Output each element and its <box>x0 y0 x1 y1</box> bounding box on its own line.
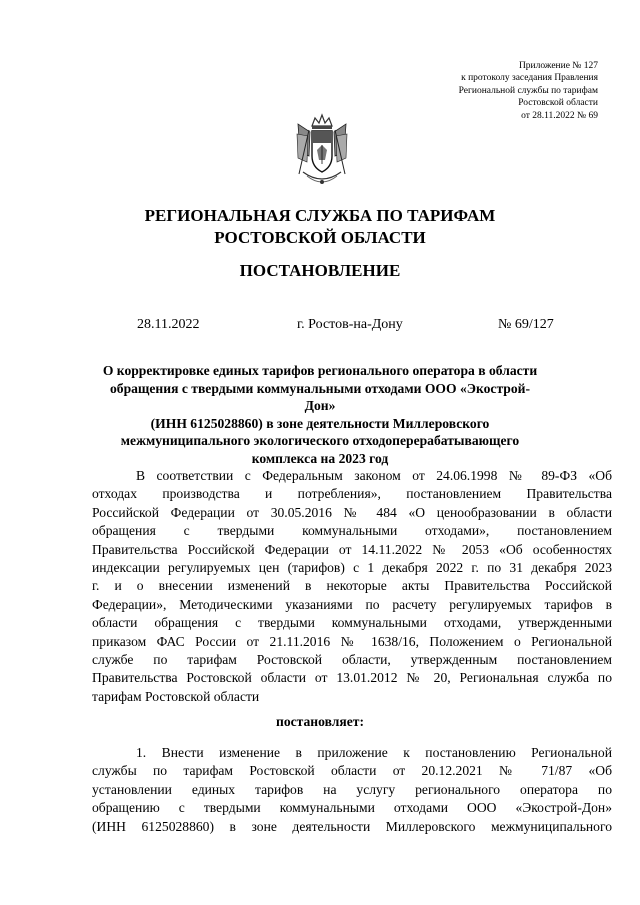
preamble-paragraph <box>92 467 612 706</box>
paragraph-line: (ИНН 6125028860) в зоне деятельности Миллеровского межмуниципального <box>92 818 612 834</box>
annex-line: Ростовской области <box>518 98 598 109</box>
rostov-coat-of-arms-icon <box>295 112 349 190</box>
paragraph-line: обращения с твердыми коммунальными отходами», постановлением <box>92 523 612 539</box>
paragraph-line: г. и о внесении изменений в некоторые акты Правительства Российской <box>92 578 612 594</box>
paragraph-line: отходах производства и потребления», постановлением Правительства <box>92 486 612 502</box>
paragraph-line: индексации регулируемых цен (тарифов) с 1 декабря 2022 г. по 31 декабря 2023 <box>92 560 612 576</box>
document-city: г. Ростов-на-Дону <box>297 317 403 332</box>
subject-line: (ИНН 6125028860) в зоне деятельности Миллеровского <box>150 415 490 431</box>
paragraph-line: Российской Федерации от 30.05.2016 № 484 «О ценообразовании в области <box>92 504 612 520</box>
agency-name-line: РОСТОВСКОЙ ОБЛАСТИ <box>214 228 426 247</box>
clause-1 <box>92 744 612 836</box>
agency-name <box>0 205 640 249</box>
document-date: 28.11.2022 <box>137 317 200 332</box>
paragraph-line: области обращения с твердыми коммунальными отходами, утвержденными <box>92 615 612 631</box>
paragraph-line: приказом ФАС России от 21.11.2016 № 1638/16, Положением о Региональной <box>92 633 612 649</box>
document-number: № 69/127 <box>498 317 554 332</box>
document-subject <box>100 362 540 467</box>
annex-line: от 28.11.2022 № 69 <box>521 110 598 121</box>
subject-line: О корректировке единых тарифов регионального оператора в области <box>102 363 538 378</box>
annex-line: Приложение № 127 <box>518 61 598 71</box>
paragraph-line: Правительства Российской Федерации от 14.11.2022 № 2053 «Об особенностях <box>92 541 612 557</box>
paragraph-line: Правительства Ростовской области от 13.01.2012 № 20, Региональная служба по <box>92 670 612 686</box>
annex-line: Региональной службы по тарифам <box>458 85 598 96</box>
paragraph-line: Федерации», Методическими указаниями по расчету регулируемых тарифов в <box>92 596 612 612</box>
paragraph-line: тарифам Ростовской области <box>92 688 260 704</box>
paragraph-line: установлении единых тарифов на услугу регионального оператора по <box>92 781 612 797</box>
agency-name-line: РЕГИОНАЛЬНАЯ СЛУЖБА ПО ТАРИФАМ <box>144 206 496 225</box>
document-type: ПОСТАНОВЛЕНИЕ <box>239 261 401 280</box>
subject-line: комплекса на 2023 год <box>251 450 389 466</box>
paragraph-line: В соответствии с Федеральным законом от 24.06.1998 № 89-ФЗ «Об <box>136 468 612 483</box>
subject-line: обращения с твердыми коммунальными отходами ООО «Экострой-Дон» <box>109 380 531 413</box>
annex-note <box>459 60 598 122</box>
paragraph-line: службы по тарифам Ростовской области от 20.12.2021 № 71/87 «Об <box>92 763 612 779</box>
annex-line: к протоколу заседания Правления <box>461 73 598 84</box>
subject-line: межмуниципального экологического отходоперерабатывающего <box>120 433 520 448</box>
paragraph-line: обращению с твердыми коммунальными отходами ООО «Экострой-Дон» <box>92 800 612 816</box>
paragraph-line: 1. Внести изменение в приложение к постановлению Региональной <box>136 745 612 760</box>
paragraph-line: службе по тарифам Ростовской области, утвержденным постановлением <box>92 652 612 668</box>
decree-word: постановляет: <box>276 714 364 729</box>
